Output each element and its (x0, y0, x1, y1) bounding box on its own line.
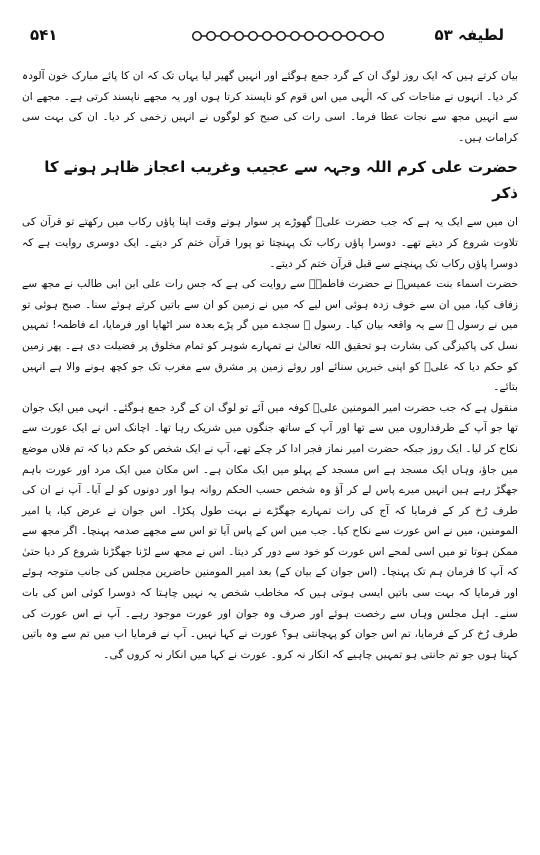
page-number: ۵۴۱ (30, 26, 58, 44)
page-header (22, 26, 518, 48)
body-paragraph: حضرت اسماء بنت عمیسؓ نے حضرت فاطمہؓ سے روایت کی ہے کہ جس رات علی ابن ابی طالب نے مجھ سے زفاف کیا، میں ان سے خوف زدہ ہوئی اس لیے کہ میں نے زمین کو ان سے باتیں کرتے ہوئے سنا۔ صبح ہوئی تو میں نے رسول ﷺ سے یہ واقعہ بیان کیا۔ رسول ﷺ سجدے میں گر پڑے بعدہ سر اٹھایا اور فرمایا، اے فاطمہ! تمہیں نسل کی پاکیزگی کی بشارت ہو تحقیق اللہ تعالیٰ نے تمہارے شوہر کو تمام مخلوق پر فضیلت دی ہے۔ پھر زمین کو حکم دیا کہ علیؓ کو اپنی خبریں سنائے اور روئے زمین پر مشرق سے مغرب تک جو کچھ ہونے والا ہے انہیں بتائے۔ (22, 278, 518, 394)
intro-paragraph: بیان کرتے ہیں کہ ایک روز لوگ ان کے گرد جمع ہوگئے اور انہیں گھیر لیا یہاں تک کہ ان کا پائے مبارک خون آلودہ کر دیا۔ انہوں نے مناجات کی کہ الٰہی میں اس قوم کو ناپسند کرتا ہوں اور یہ مجھے ناپسند کرتی ہے۔ مجھے ان سے انہیں مجھ سے نجات عطا فرما۔ اسی رات کی صبح کو لوگوں نے انہیں زخمی کر دیا۔ ان کی بہت سی کرامات ہیں۔ (22, 70, 518, 144)
body-paragraph: منقول ہے کہ جب حضرت امیر المومنین علیؓ کوفہ میں آئے تو لوگ ان کے گرد جمع ہوگئے۔ انہی میں ایک جوان تھا جو آپ کے طرفداروں میں سے تھا اور آپ کے ساتھ جنگوں میں شریک رہا تھا۔ اچانک اس نے ایک عورت سے نکاح کر لیا۔ ایک روز جبکہ حضرت امیر نماز فجر ادا کر چکے تھے، آپ نے ایک شخص کو حکم دیا کہ تم فلاں موضع میں جاؤ، وہاں ایک مسجد ہے اس مسجد کے پہلو میں ایک مکان ہے۔ اس مکان میں ایک مرد اور عورت باہم جھگڑ رہے ہیں انہیں میرے پاس لے کر آؤ وہ شخص حسب الحکم روانہ ہوا اور دونوں کو لے آیا۔ آپ نے ان کی طرف رُخ کر کے فرمایا کہ آج کی رات تمہارے جھگڑے نے بہت طول پکڑا۔ اس جوان نے عرض کیا، یا امیر المومنین، میں نے اس عورت سے نکاح کیا۔ جب میں اس کے پاس آیا تو اس سے مجھے صدمہ پہنچا۔ اگر مجھ سے ممکن ہوتا تو میں اسی لمحے اس عورت کو خود سے دور کر دیتا۔ اس نے مجھ سے لڑنا جھگڑنا شروع کر دیا حتیٰ کہ آپ کا فرمان ہم تک پہنچا۔ (اس جوان کے بیان کے) بعد امیر المومنین حاضرین مجلس کی جانب متوجہ ہوئے اور فرمایا کہ بہت سی باتیں ایسی ہوتی ہیں کہ مخاطب شخص یہ نہیں چاہتا کہ دوسرا کوئی اس کی بات سنے۔ اہل مجلس وہاں سے رخصت ہوئے اور صرف وہ جوان اور عورت موجود رہے۔ آپ نے اس عورت کی طرف رُخ کر کے فرمایا، تم اس جوان کو پہچانتی ہو؟ عورت نے کہا نہیں۔ آپ نے فرمایا اب میں تم سے وہ باتیں کہتا ہوں جو تم جانتی ہو تمہیں چاہیے کہ انکار نہ کرو۔ عورت نے کہا میں انکار نہ کروں گی۔ (22, 401, 518, 661)
section-heading: حضرت علی کرم اللہ وجہہ سے عجیب وغریب اعجاز ظاہر ہونے کا ذکر (44, 158, 518, 203)
page-body (22, 66, 518, 665)
body-paragraph: ان میں سے ایک یہ ہے کہ جب حضرت علیؓ گھوڑے پر سوار ہوتے وقت اپنا پاؤں رکاب میں رکھتے تو قرآن کی تلاوت شروع کر دیتے تھے۔ دوسرا پاؤں رکاب تک پہنچتا تو پورا قرآن ختم کر دیتے۔ ایک دوسری روایت ہے کہ دوسرا پاؤں رکاب تک پہنچنے سے قبل قرآن ختم کر دیتے۔ (22, 216, 518, 270)
running-title: لطیفہ ۵۳ (434, 26, 504, 44)
decorative-border-ornament (190, 29, 390, 43)
